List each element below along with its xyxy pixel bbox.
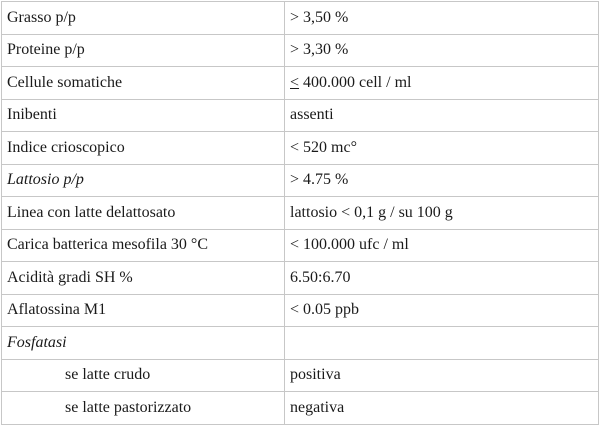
value-cell	[285, 67, 599, 100]
table-row	[2, 99, 599, 132]
param-cell: Acidità gradi SH %	[2, 262, 285, 295]
param-cell: se latte pastorizzato	[2, 392, 285, 425]
table-row	[2, 197, 599, 230]
less-equal-symbol: <	[290, 73, 300, 91]
value-cell: assenti	[285, 99, 599, 132]
table-row	[2, 2, 599, 35]
table-row	[2, 132, 599, 165]
param-cell: Cellule somatiche	[2, 67, 285, 100]
table-row	[2, 164, 599, 197]
table-row	[2, 34, 599, 67]
table-row	[2, 359, 599, 392]
value-text: 400.000 cell / ml	[299, 73, 412, 91]
param-cell: Linea con latte delattosato	[2, 197, 285, 230]
param-cell: se latte crudo	[2, 359, 285, 392]
param-cell: Indice crioscopico	[2, 132, 285, 165]
value-cell: lattosio < 0,1 g / su 100 g	[285, 197, 599, 230]
value-cell: 6.50:6.70	[285, 262, 599, 295]
param-cell: Inibenti	[2, 99, 285, 132]
value-cell: > 3,30 %	[285, 34, 599, 67]
param-cell: Grasso p/p	[2, 2, 285, 35]
milk-specification-table	[1, 1, 599, 425]
table-row	[2, 262, 599, 295]
value-cell: < 100.000 ufc / ml	[285, 229, 599, 262]
param-cell: Aflatossina M1	[2, 294, 285, 327]
value-cell	[285, 327, 599, 360]
param-cell: Fosfatasi	[2, 327, 285, 360]
value-cell: < 520 mc°	[285, 132, 599, 165]
value-cell: > 4.75 %	[285, 164, 599, 197]
value-cell: > 3,50 %	[285, 2, 599, 35]
value-cell: < 0.05 ppb	[285, 294, 599, 327]
table-row	[2, 327, 599, 360]
table-row	[2, 67, 599, 100]
param-cell: Proteine p/p	[2, 34, 285, 67]
param-cell: Lattosio p/p	[2, 164, 285, 197]
table-row	[2, 294, 599, 327]
value-cell: negativa	[285, 392, 599, 425]
param-cell: Carica batterica mesofila 30 °C	[2, 229, 285, 262]
table-row	[2, 392, 599, 425]
value-cell: positiva	[285, 359, 599, 392]
table-row	[2, 229, 599, 262]
